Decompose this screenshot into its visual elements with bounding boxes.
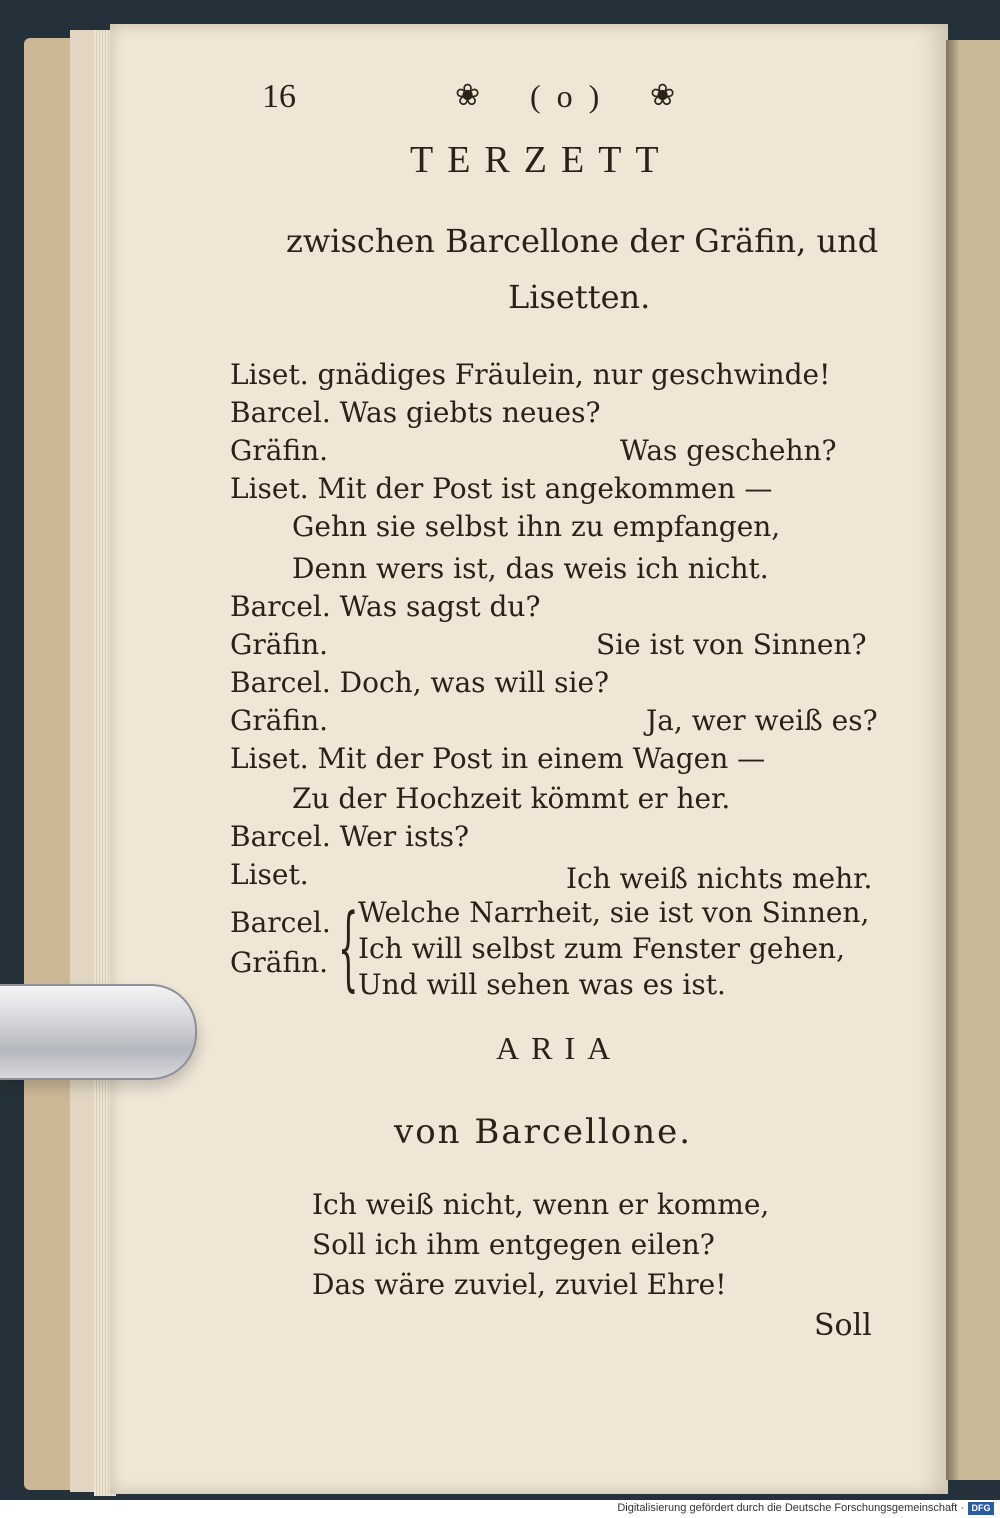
dialogue-line <box>230 472 772 505</box>
speaker-name: Barcel. <box>230 906 331 939</box>
dialogue-line <box>230 820 469 853</box>
speaker-name: Liset. <box>230 742 309 775</box>
line-text: Was geschehn? <box>620 434 837 467</box>
section-subtitle: zwischen Barcellone der Gräfin, und <box>286 222 879 260</box>
line-text: Mit der Post in einem Wagen — <box>317 742 766 775</box>
speaker-name: Liset. <box>230 358 309 391</box>
line-text: Ich weiß nichts mehr. <box>566 862 873 895</box>
line-text: Mit der Post ist angekommen — <box>317 472 773 505</box>
line-text: gnädiges Fräulein, nur geschwinde! <box>317 358 831 391</box>
line-text: Was sagst du? <box>339 590 541 623</box>
line-text: Doch, was will sie? <box>339 666 610 699</box>
line-text: Denn wers ist, das weis ich nicht. <box>292 552 769 585</box>
line-text: Was giebts neues? <box>339 396 601 429</box>
line-text: Ich will selbst zum Fenster gehen, <box>358 932 845 965</box>
line-text: Gehn sie selbst ihn zu empfangen, <box>292 510 781 543</box>
section-title-terzett: TERZETT <box>410 139 673 181</box>
line-text: Zu der Hochzeit kömmt er her. <box>292 782 731 815</box>
speaker-name: Barcel. <box>230 820 331 853</box>
page-number: 16 <box>262 78 296 115</box>
page-clip <box>0 984 197 1080</box>
speaker-name: Gräfin. <box>230 628 329 661</box>
dialogue-line <box>230 358 830 391</box>
dialogue-line <box>230 666 609 699</box>
dialogue-line <box>230 742 765 775</box>
speaker-name: Barcel. <box>230 590 331 623</box>
line-text: Sie ist von Sinnen? <box>596 628 867 661</box>
aria-line: Das wäre zuviel, zuviel Ehre! <box>312 1268 727 1301</box>
catchword: Soll <box>814 1308 872 1343</box>
section-subtitle-continued: Lisetten. <box>508 278 651 316</box>
dialogue-line <box>230 590 540 623</box>
speaker-name: Liset. <box>230 858 309 891</box>
gutter-shadow <box>946 40 960 1480</box>
speaker-name: Liset. <box>230 472 309 505</box>
dialogue-line <box>230 396 600 429</box>
speaker-name: Gräfin. <box>230 704 329 737</box>
header-mark: ( o ) <box>530 78 604 114</box>
speaker-name: Gräfin. <box>230 434 329 467</box>
flower-ornament-icon: ❀ <box>650 79 676 112</box>
flower-ornament-icon: ❀ <box>455 79 481 112</box>
line-text: Welche Narrheit, sie ist von Sinnen, <box>358 896 870 929</box>
speaker-name: Barcel. <box>230 396 331 429</box>
curly-brace-icon: { <box>338 894 359 1001</box>
dfg-logo: DFG <box>968 1502 994 1515</box>
aria-line: Ich weiß nicht, wenn er komme, <box>312 1188 770 1221</box>
line-text: Und will sehen was es ist. <box>358 968 726 1001</box>
funding-note: Digitalisierung gefördert durch die Deutsche Forschungsgemeinschaft · <box>617 1502 964 1514</box>
speaker-name: Barcel. <box>230 666 331 699</box>
section-subtitle: von Barcellone. <box>394 1112 693 1152</box>
speaker-name: Gräfin. <box>230 946 329 979</box>
section-title-aria: ARIA <box>496 1030 623 1066</box>
line-text: Wer ists? <box>339 820 469 853</box>
line-text: Ja, wer weiß es? <box>646 704 878 737</box>
aria-line: Soll ich ihm entgegen eilen? <box>312 1228 715 1261</box>
